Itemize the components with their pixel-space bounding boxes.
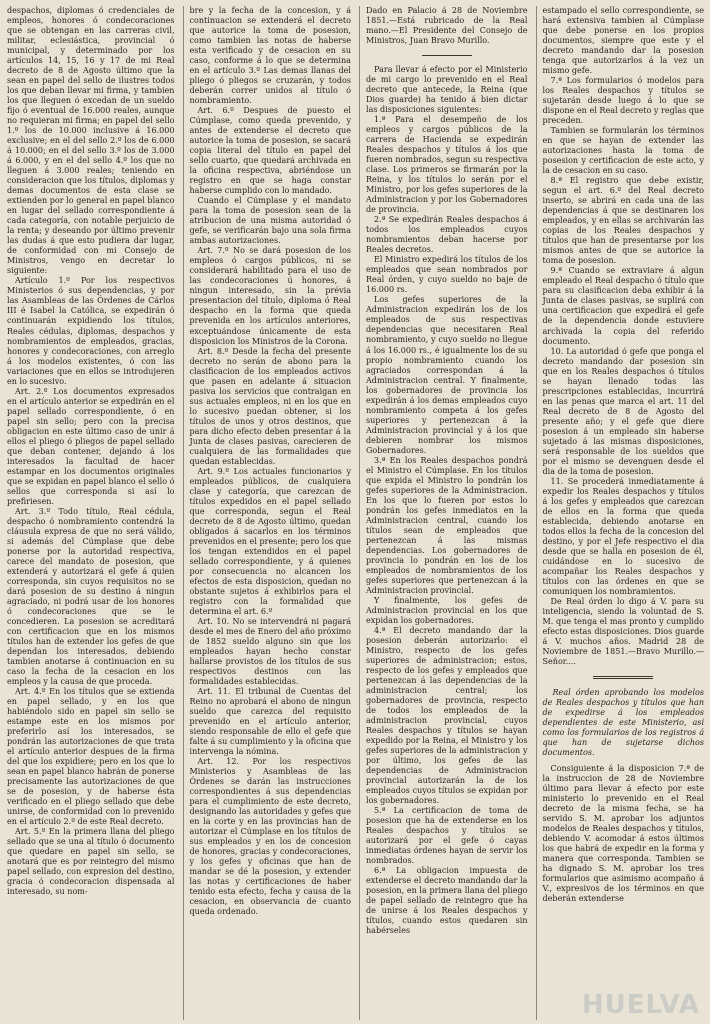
paragraph: Consiguiente á la disposicion 7.ª de la instruccion de 28 de Noviembre último para llevar á efecto por este ministerio lo prevenido en el Real decreto de la misma fecha, se ha servido S. M. aprobar los adjuntos modelos de Reales despachos y títulos, debiendo V. acomodar á estos últimos los que habrá de expedir en la forma y manera que corresponda. Tambien se ha dignado S. M. aprobar los tres formularios que asimismo acompaño á V., expresivos de los términos en que deberán extenderse (542, 764, 704, 904)
paragraph: Tambien se formularán los términos en que se hayan de extender las autorizaciones hasta la toma de posesion y certificacion de este acto, y la de cesacion en su caso. (542, 126, 704, 176)
paragraph: Y finalmente, los gefes de Administracion provincial en los que expidan los gobernadores. (366, 595, 528, 625)
paragraph: Art. 2.º Los documentos expresados en el artículo anterior se expedirán en el papel sellado correspondiente, ó en papel sin sello; pero con la precisa obligacion en este último caso de unir á ellos el pliego ó pliegos de papel sellado que deban contener, dejando á los interesados la facultad de hacer estampar en los documentos originales que se expidan en papel blanco el sello ó sellos que corresponda si así lo prefiriesen. (7, 386, 175, 506)
paragraph: 3.ª En los Reales despachos pondrá el Ministro el Cúmplase. En los títulos que expida el Ministro lo pondrán los gefes superiores de la Administracion. En los que lo fueren por estos lo pondrán los gefes inmediatos en la Administracion central, cuando los títulos sean de empleados que pertenezcan á las mismas dependencias. Los gobernadores de provincia lo pondrán en los de los empleados de nombramientos de los gefes superiores que pertenezcan á la Administracion provincial. (366, 455, 528, 595)
order-summary: Real órden aprobando los modelos de Reales despachos y títulos que han de expedirse á los empleados dependientes de este Ministerio, así como los formularios de los registros á que han de sujetarse dichos documentos. (542, 688, 704, 758)
paragraph: despachos, diplomas ó credenciales de empleos, honores ó condecoraciones que se obtengan en las carreras civil, militar, eclesiástica, provincial ó municipal, y determinado por los artículos 14, 15, 16 y 17 de mi Real decreto de 8 de Agosto último que la sean en papel del sello de ilustres todos los que deban llevar mi firma, y tambien los que lleguen ó excedan de un sueldo fijo ó eventual de 16.000 reales, aunque no requieran mi firma; en papel del sello 1.º los de 10.000 inclusive á 16.000 exclusive; en el del sello 2.º los de 6.000 á 10.000; en el del sello 3.º los de 3.000 á 6.000, y en el del sello 4.º los que no lleguen á 3.000 reales; teniendo en consideracion que los títulos, diplomas y demas documentos de esta clase se extienden por lo general en papel blanco en lugar del sellado correspondiente á cada categoría, con notable perjuicio de la renta; y deseando por último prevenir las dudas á que esto pudiera dar lugar, de conformidad con mi Consejo de Ministros, vengo en decretar lo siguiente: (7, 6, 175, 276)
paragraph: Art. 8.º Desde la fecha del presente decreto no serán de abono para la clasificacion de los empleados activos que pasen en adelante á situacion pasiva los servicios que contraigan en sus actuales empleos, ni en los que en lo sucesivo puedan obtener, si los títulos de unos y otros destinos, que para dicho efecto deben presentar á la Junta de clases pasivas, carecieren de cualquiera de las formalidades que quedan establecidas. (189, 346, 351, 466)
column-1 (6, 6, 175, 1020)
paragraph: El Ministro expedirá los títulos de los empleados que sean nombrados por Real órden, y cuyo sueldo no baje de 16.000 rs. (366, 255, 528, 295)
paragraph: Artículo 1.º Por los respectivos Ministerios ó sus dependencias, y por las Asambleas de las Órdenes de Cárlos III é Isabel la Católica, se expedirán ó continuarán expidiendo los títulos, Reales cédulas, diplomas, despachos y nombramientos de empleados, gracias, honores y condecoraciones, con arreglo á los modelos existentes, ó con las variaciones que en ellos se introdujeren en lo sucesivo. (7, 276, 175, 386)
paragraph: 10. La autoridad ó gefe que ponga el decreto mandando dar posesion sin que en los Reales despachos ó títulos se hayan llenado todas las prescripciones establecidas, incurrirá en las penas que marca el art. 11 del Real decreto de 8 de Agosto del presente año; y el gefe que diere posesion á un empleado sin haberse sujetado á las mismas disposiciones, será responsable de los sueldos que por el mismo se devenguen desde el dia de la toma de posesion. (542, 346, 704, 476)
paragraph: Art. 7.º No se dará posesion de los empleos ó cargos públicos, ni se considerará habilitado para el uso de las condecoraciones ú honores, á ningun interesado, sin la prévia presentacion del título, diploma ó Real despacho en la forma que queda prevenida en los artículos anteriores, exceptuándose únicamente de esta disposicion los Ministros de la Corona. (189, 246, 351, 346)
paragraph: Art. 11. El tribunal de Cuentas del Reino no aprobará el abono de ningun sueldo que carezca del requisito prevenido en el artículo anterior, siendo responsable de ello el gefe que falte á su cumplimiento y la oficina que intervenga la nómina. (189, 687, 351, 757)
paragraph: 6.ª La obligacion impuesta de extenderse el decreto mandando dar la posesion, en la primera llana del pliego de papel sellado de reintegro que ha de unirse á los Reales despachos y títulos, cuando estos quedaren sin habérseles (366, 866, 528, 936)
archive-watermark: HUELVA (581, 990, 700, 1020)
paragraph: 1.ª Para el desempeño de los empleos y cargos públicos de la carrera de Hacienda se expedirán Reales despachos y títulos á los que fueren nombrados, segun su respectiva clase. Los primeros se firmarán por la Reina, y los títulos lo serán por el Ministro, por los gefes superiores de la Administracion y por los Gobernadores de provincia. (366, 115, 528, 215)
paragraph: De Real órden lo digo á V. para su inteligencia, siendo la voluntad de S. M. que tenga el mas pronto y cumplido efecto estas disposiciones. Dios guarde á V. muchos años. Madrid 28 de Noviembre de 1851.—Bravo Murillo.—Señor.... (542, 596, 704, 667)
paragraph: bre y la fecha de la concesion, y á continuacion se extenderá el decreto que autorice la toma de posesion, como tambien las notas de haberse esta verificado y de cesacion en su caso, conforme á lo que se determina en el artículo 3.º Las demas llanas del pliego ó pliegos se cruzarán, y todos deberán correr unidos al título ó nombramiento. (189, 6, 351, 106)
paragraph: Art. 10. No se intervendrá ni pagará desde el mes de Enero del año próximo de 1852 sueldo alguno sin que los empleados hayan hecho constar hallarse provistos de los títulos de sus respectivos destinos con las formalidades establecidas. (189, 616, 351, 687)
paragraph: Art. 5.º En la primera llana del pliego sellado que se una al título ó documento que quedare en papel sin sello, se anotará que es por reintegro del mismo papel sellado, con expresion del destino, gracia ó condecoracion dispensada al interesado, su nom- (7, 827, 175, 897)
paragraph: Art. 12. Por los respectivos Ministerios y Asambleas de las Órdenes se darán las instrucciones correspondientes á sus dependencias para el cumplimiento de este decreto, designando las autoridades y gefes que en la corte y en las provincias han de autorizar el Cúmplase en los títulos de sus empleados y en los de concesion de honores, gracias y condecoraciones, y los gefes y oficinas que han de mandar se dé la posesion, y extender las notas y certificaciones de haber tenido esta efecto, fecha y causa de la cesacion, en observancia de cuanto queda ordenado. (189, 757, 351, 917)
paragraph: Art. 4.º En los títulos que se extienda en papel sellado, y en los que habiéndolo sido en papel sin sello se estampe este en los mismos por preferirlo así los interesados, se pondrán las autorizaciones de que trata el artículo anterior despues de la firma del que los expidiere; pero en los que lo sean en papel blanco habrán de ponerse precisamente las autorizaciones de que se de posesion, y de haberse ésta verificado en el pliego sellado que debe unirse, de conformidad con lo prevenido en el artículo 2.º de este Real decreto. (7, 687, 175, 827)
paragraph: 8.ª El registro que debe existir, segun el art. 6.º del Real decreto inserto, se abrirá en cada una de las dependencias á que se destinaren los empleados, y en ellas se archivarán las copias de los Reales despachos y títulos que han de presentarse por los mismos antes de que se autorice la toma de posesion. (542, 176, 704, 266)
column-3 (359, 6, 528, 1020)
column-4 (536, 6, 705, 1020)
paragraph: 7.ª Los formularios ó modelos para los Reales despachos y títulos se sujetarán desde luego á lo que se dispone en el Real decreto y reglas que preceden. (542, 76, 704, 126)
paragraph: 5.ª La certificacion de toma de posesion que ha de extenderse en los Reales despachos y títulos se autorizará por el gefe ó cayas inmediatas órdenes hayan de servir los nombrados. (366, 806, 528, 866)
paragraph: Art. 3.º Todo título, Real cédula, despacho ó nombramiento contendrá la cláusula expresa de que no será válido, si además del Cúmplase que debe ponerse por la autoridad respectiva, carece del mandato de posesion, que extenderá y autorizará el gefe á quien corresponda, sin cuyos requisitos no se dará posesion de su destino á ningun agraciado, ni podrá usar de los honores ó condecoraciones que se le concedieren. La posesion se acreditará con certificacion que en los mismos títulos han de extender los gefes de que dependan los interesados, debiendo tambien anotarse á continuacion en su caso la fecha de la cesacion en los empleos y la causa de que proceda. (7, 506, 175, 687)
paragraph: 4.ª El decreto mandando dar la posesion deberán autorizarlo: el Ministro, respecto de los gefes superiores de administracion; estos, respecto de los gefes y empleados que pertenezcan á las dependencias de la administracion central; los gobernadores de provincia, respecto de todos los empleados de la administracion provincial, cuyos Reales despachos y títulos se hayan expedido por la Reina, el Ministro y los gefes superiores de la administracion y por último, los gefes de las dependencias de Administracion provincial autorizarán la de los empleados cuyos títulos se expidan por los gobernadores. (366, 625, 528, 806)
paragraph: Los gefes superiores de la Administracion expedirán los de los empleados de sus respectivas dependencias que necesitaren Real nombramiento, y cuyo sueldo no llegue á los 16.000 rs., é igualmente los de su propio nombramiento cuando los agraciados correspondan á la Administracion central. Y finalmente, los gobernadores de provincia los expedirán á los demas empleados cuyo nombramiento competa á los gefes superiores y pertenezcan á la Administracion provincial y á los que debieren nombrar los mismos Gobernadores. (366, 295, 528, 455)
section-divider (422, 55, 472, 56)
paragraph: Art. 6.º Despues de puesto el Cúmplase, como queda prevenido, y antes de extenderse el decreto que autorice la toma de posesion, se sacará copia literal del título en papel del sello cuarto, que quedará archivada en la oficina respectiva, abriéndose un registro en que se haga constar haberse cumplido con lo mandado. (189, 106, 351, 196)
paragraph: 11. Se procederá inmediatamente á expedir los Reales despachos y títulos á los gefes y empleados que carezcan de ellos en la forma que queda establecida, debiendo anotarse en todos ellos la fecha de la concesion del destino, y por el Jefe respectivo el dia desde que se halla en posesion de él, cuidándose en lo sucesivo de acompañar los Reales despachos y títulos con las órdenes en que se comuniquen los nombramientos. (542, 476, 704, 596)
column-2 (183, 6, 352, 1020)
section-divider (593, 676, 653, 679)
paragraph: estampado el sello correspondiente, se hará extensiva tambien al Cúmplase que debe ponerse en los propios documentos, siempre que este y el decreto mandando dar la posesion tenga que autorizarlos á la vez un mismo gefe. (542, 6, 704, 76)
paragraph: Para llevar á efecto por el Ministerio de mi cargo lo prevenido en el Real decreto que antecede, la Reina (que Dios guarde) ha tenido á bien dictar las disposiciones siguientes: (366, 65, 528, 115)
paragraph: 2.ª Se expedirán Reales despachos á todos los empleados cuyos nombramientos deban hacerse por Reales decretos. (366, 215, 528, 255)
decree-signature: Dado en Palacio á 28 de Noviembre 1851.—Está rubricado de la Real mano.—El Presidente del Consejo de Ministros, Juan Bravo Murillo. (366, 6, 528, 46)
paragraph: Cuando el Cúmplase y el mandato para la toma de posesion sean de la atribucion de una misma autoridad ó gefe, se verificarán bajo una sola firma ambas autorizaciones. (189, 196, 351, 246)
paragraph: Art. 9.º Los actuales funcionarios y empleados públicos, de cualquiera clase y categoría, que carezcan de títulos expedidos en el papel sellado que corresponda, segun el Real decreto de 8 de Agosto último, quedan obligados á sacarlos en los términos prevenidos en el presente; pero los que los tengan extendidos en el papel sellado correspondiente, y á quienes por consecuencia no alcancen los efectos de esta disposicion, quedan no obstante sujetos á exhibirlos para el registro con la formalidad que determina el art. 6.º (189, 466, 351, 616)
paragraph: 9.ª Cuando se extraviare á algun empleado el Real despacho ó título que para su clasificacion deba exhibir á la Junta de clases pasivas, se suplirá con una certificacion que expedirá el gefe de la dependencia donde estuviere archivada la copia del referido documento. (542, 266, 704, 346)
